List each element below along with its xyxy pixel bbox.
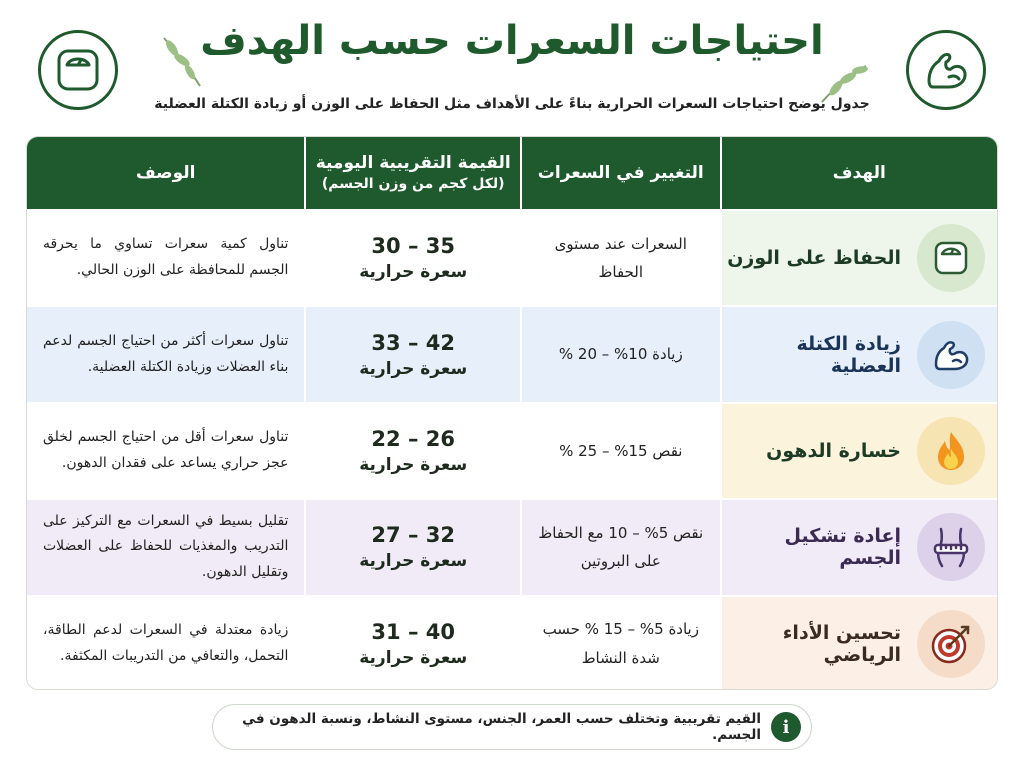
column-header-change: التغيير في السعرات [520,137,720,209]
waist-measure-icon [917,513,985,581]
scale-icon [38,30,118,110]
value-cell [304,500,520,594]
value-range: 26 – 22 [371,426,455,451]
desc-cell: تناول سعرات أقل من احتياج الجسم لخلق عجز حراري يساعد على فقدان الدهون. [27,404,304,498]
goal-cell [720,597,997,690]
column-header-value [304,137,520,209]
table-row [27,209,997,305]
change-cell: زيادة 10% – 20 % [520,307,720,401]
page-subtitle: جدول يوضح احتياجات السعرات الحرارية بناءً على الأهداف مثل الحفاظ على الوزن أو زيادة الكتلة العضلية [154,96,870,112]
change-cell: نقص 5% – 10 مع الحفاظ على البروتين [520,500,720,594]
value-range: 40 – 31 [371,619,455,644]
goal-cell [720,211,997,305]
desc-cell: زيادة معتدلة في السعرات لدعم الطاقة، التحمل، والتعافي من التدريبات المكثفة. [27,597,304,690]
table-row [27,595,997,690]
flame-icon [917,417,985,485]
flexed-arm-icon [917,321,985,389]
goal-label: الحفاظ على الوزن [727,247,901,270]
change-cell: السعرات عند مستوى الحفاظ [520,211,720,305]
value-unit: سعرة حرارية [359,358,468,379]
desc-cell: تناول كمية سعرات تساوي ما يحرقه الجسم للمحافظة على الوزن الحالي. [27,211,304,305]
column-header-desc: الوصف [135,162,196,183]
calorie-table [26,136,998,690]
value-cell [304,307,520,401]
value-cell [304,211,520,305]
value-unit: سعرة حرارية [359,262,468,283]
goal-cell [720,500,997,594]
goal-cell [720,307,997,401]
value-range: 32 – 27 [371,523,455,548]
value-unit: سعرة حرارية [359,551,468,572]
desc-cell: تناول سعرات أكثر من احتياج الجسم لدعم بناء العضلات وزيادة الكتلة العضلية. [27,307,304,401]
goal-label: تحسين الأداء الرياضي [782,621,901,666]
change-cell: زيادة 5% – 15 % حسب شدة النشاط [520,597,720,690]
value-cell [304,597,520,690]
value-range: 42 – 33 [371,330,455,355]
goal-cell [720,404,997,498]
desc-cell: تقليل بسيط في السعرات مع التركيز على التدريب والمغذيات للحفاظ على العضلات وتقليل الدهون. [27,500,304,594]
table-row [27,498,997,594]
footnote-text: القيم تقريبية وتختلف حسب العمر، الجنس، مستوى النشاط، ونسبة الدهون في الجسم. [242,711,761,743]
value-cell [304,404,520,498]
change-cell: نقص 15% – 25 % [520,404,720,498]
flexed-arm-icon [906,30,986,110]
column-header-value-line2: (لكل كجم من وزن الجسم) [321,176,505,193]
goal-label: خسارة الدهون [766,439,901,462]
value-unit: سعرة حرارية [359,647,468,668]
column-header-goal: الهدف [720,137,997,209]
value-unit: سعرة حرارية [359,454,468,475]
column-header-value-line1: القيمة التقريبية اليومية [315,153,511,174]
target-icon [917,610,985,678]
table-row [27,305,997,401]
goal-label: زيادة الكتلة العضلية [796,332,901,377]
scale-icon [917,224,985,292]
table-row [27,402,997,498]
value-range: 35 – 30 [371,234,455,259]
table-header [27,137,997,209]
page-title: احتياجات السعرات حسب الهدف [200,18,824,64]
footnote-box [212,704,812,750]
info-icon: i [771,712,801,742]
goal-label: إعادة تشكيل الجسم [784,525,901,570]
